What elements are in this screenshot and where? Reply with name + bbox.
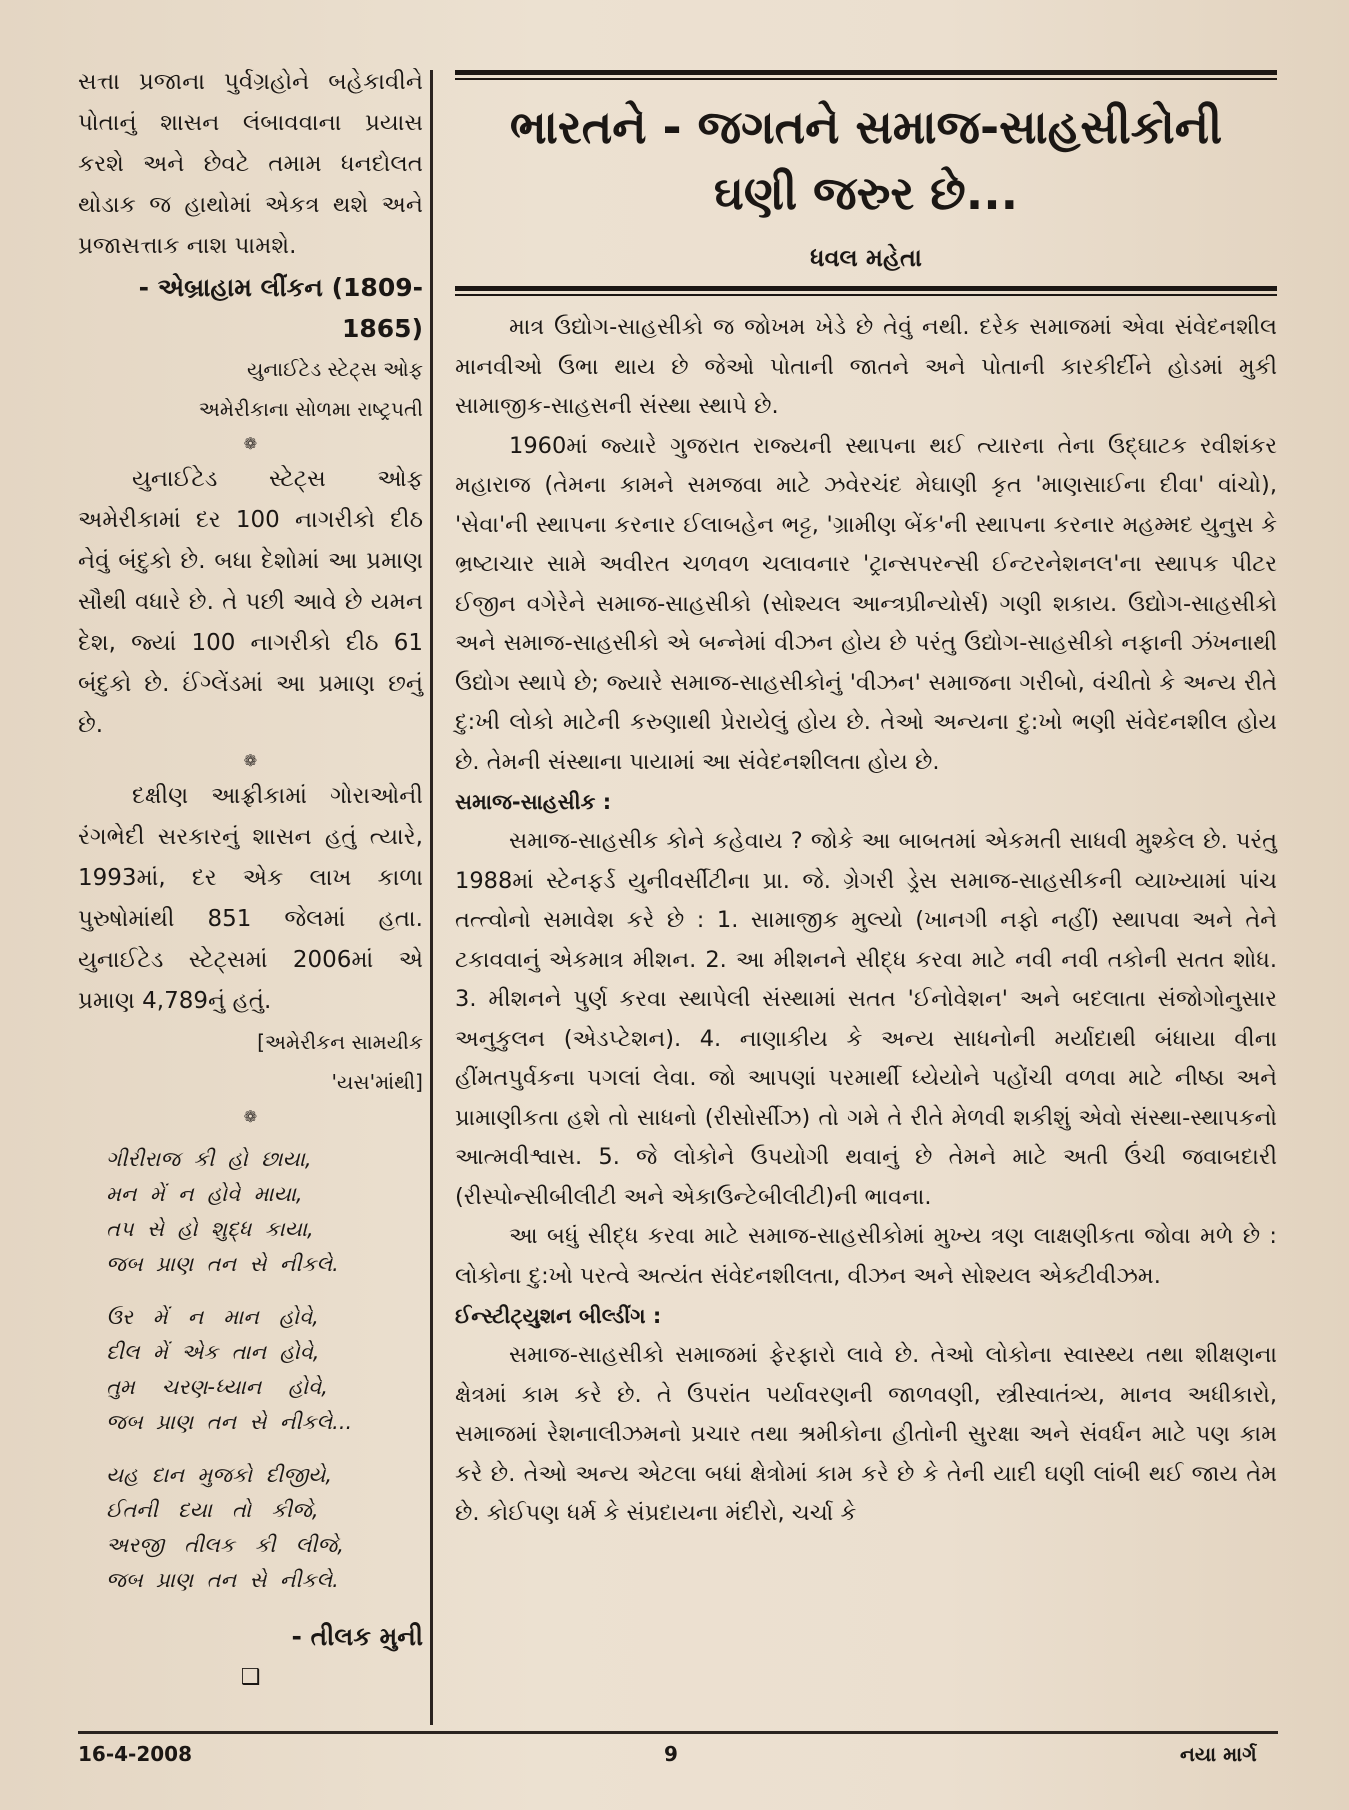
lincoln-quote: સત્તા પ્રજાના પુર્વગ્રહોને બહેકાવીને પોતાનું શાસન લંબાવવાના પ્રયાસ કરશે અને છેવટે તમામ ધનદોલત થોડાક જ હાથોમાં એકત્ર થશે અને પ્રજાસત્તાક નાશ પામશે. [78,69,423,259]
poem-line: ઈતની દયા તો કીજે, [106,1498,319,1522]
separator-icon: ❁ [243,434,258,453]
poem-stanza-2 [78,1300,423,1440]
separator-icon: ❁ [243,751,258,770]
end-mark-icon: ❑ [240,1665,261,1690]
article-title [455,94,1277,226]
south-africa-fact: દક્ષીણ આફ્રીકામાં ગોરાઓની રંગભેદી સરકારનું શાસન હતું ત્યારે, 1993માં, દર એક લાખ કાળા પુરુષોમાંથી 851 જેલમાં હતા. યુનાઈટેડ સ્ટેટ્સમાં 2006માં એ પ્રમાણ 4,789નું હતું. [78,783,423,1014]
source-line-2: 'યસ'માંથી] [331,1070,423,1094]
footer-rule [78,1731,1278,1734]
article-paragraph: સમાજ-સાહસીક કોને કહેવાય ? જોકે આ બાબતમાં એકમતી સાધવી મુશ્કેલ છે. પરંતુ 1988માં સ્ટેનફર્ડ યુનીવર્સીટીના પ્રા. જે. ગ્રેગરી ડ્રેસ સમાજ-સાહસીકની વ્યાખ્યામાં પાંચ તત્ત્વોનો સમાવેશ કરે છે : 1. સામાજીક મુલ્યો (ખાનગી નફો નહીં) સ્થાપવા અને તેને ટકાવવાનું એકમાત્ર મીશન. 2. આ મીશનને સીદ્ધ કરવા માટે નવી નવી તકોની સતત શોધ. 3. મીશનને પુર્ણ કરવા સ્થાપેલી સંસ્થામાં સતત 'ઈનોવેશન' અને બદલાતા સંજોગોનુસાર અનુકુલન (એડપ્ટેશન). 4. નાણાકીય કે અન્ય સાધનોની મર્યાદાથી બંધાયા વીના હીંમતપુર્વકના પગલાં લેવા. જો આપણાં પરમાર્થી ધ્યેયોને પહોંચી વળવા માટે નીષ્ઠા અને પ્રામાણીકતા હશે તો સાધનો (રીસોર્સીઝ) તો ગમે તે રીતે મેળવી શકીશું એવો સંસ્થા-સ્થાપકનો આત્મવીશ્વાસ. 5. જે લોકોને ઉપયોગી થવાનું છે તેમને માટે અતી ઉંચી જવાબદારી (રીસ્પોન્સીબીલીટી અને એકાઉન્ટેબીલીટી)ની ભાવના. [455,828,1277,1210]
poem-line: મન મેં ન હોવે માયા, [106,1182,303,1206]
poem-line: અરજી તીલક કી લીજે, [106,1533,344,1557]
page-number: 9 [664,1742,678,1766]
poem-stanza-1 [78,1142,423,1282]
quote-author: - એબ્રાહામ લીંકન (1809-1865) [138,273,423,343]
source-line-1: [અમેરીકન સામયીક [257,1030,423,1054]
poem-line: ગીરીરાજ કી હો છાયા, [106,1147,312,1171]
poem-line: દીલ મેં એક તાન હોવે, [106,1340,320,1364]
title-rule-bottom-thin [455,294,1277,296]
article-paragraph: માત્ર ઉદ્યોગ-સાહસીકો જ જોખમ ખેડે છે તેવું નથી. દરેક સમાજમાં એવા સંવેદનશીલ માનવીઓ ઉભા થાય છે જેઓ પોતાની જાતને અને પોતાની કારકીર્દીને હોડમાં મુકી સામાજીક-સાહસની સંસ્થા સ્થાપે છે. [455,314,1277,419]
poem-line: તુમ ચરણ-ધ્યાન હોવે, [106,1375,328,1399]
article-paragraph: 1960માં જ્યારે ગુજરાત રાજ્યની સ્થાપના થઈ ત્યારના તેના ઉદ્ઘાટક રવીશંકર મહારાજ (તેમના કામને સમજવા માટે ઝવેરચંદ મેઘાણી કૃત 'માણસાઈના દીવા' વાંચો), 'સેવા'ની સ્થાપના કરનાર ઈલાબહેન ભટ્ટ, 'ગ્રામીણ બેંક'ની સ્થાપના કરનાર મહમ્મદ યુનુસ કે ભ્રષ્ટાચાર સામે અવીરત ચળવળ ચલાવનાર 'ટ્રાન્સપરન્સી ઈન્ટરનેશનલ'ના સ્થાપક પીટર ઈજીન વગેરેને સમાજ-સાહસીકો (સોશ્યલ આન્ત્રપ્રીન્યોર્સ) ગણી શકાય. ઉદ્યોગ-સાહસીકો અને સમાજ-સાહસીકો એ બન્નેમાં વીઝન હોય છે પરંતુ ઉદ્યોગ-સાહસીકો નફાની ઝંખનાથી ઉદ્યોગ સ્થાપે છે; જ્યારે સમાજ-સાહસીકોનું 'વીઝન' સમાજના ગરીબો, વંચીતો કે અન્ય રીતે દુ:ખી લોકો માટેની કરુણાથી પ્રેરાયેલું હોય છે. તેઓ અન્યના દુ:ખો ભણી સંવેદનશીલ હોય છે. તેમની સંસ્થાના પાયામાં આ સંવેદનશીલતા હોય છે. [455,432,1277,775]
title-line-1: ભારતને - જગતને સમાજ-સાહસીકોની [509,100,1223,154]
article-column [455,70,1277,1534]
section-heading: ઈન્સ્ટીટ્યુશન બીલ્ડીંગ : [455,1304,662,1328]
separator-icon: ❁ [243,1107,258,1126]
poem-line: યહ દાન મુજકો દીજીયે, [106,1463,333,1487]
guns-fact: યુનાઈટેડ સ્ટેટ્સ ઓફ અમેરીકામાં દર 100 નાગરીકો દીઠ નેવું બંદુકો છે. બધા દેશોમાં આ પ્રમાણ સૌથી વધારે છે. તે પછી આવે છે યમન દેશ, જ્યાં 100 નાગરીકો દીઠ 61 બંદુકો છે. ઈંગ્લેંડમાં આ પ્રમાણ છનું છે. [78,466,423,738]
article-paragraph: આ બધું સીદ્ધ કરવા માટે સમાજ-સાહસીકોમાં મુખ્ય ત્રણ લાક્ષણીકતા જોવા મળે છે : લોકોના દુ:ખો પરત્વે અત્યંત સંવેદનશીલતા, વીઝન અને સોશ્યલ એક્ટીવીઝમ. [455,1223,1277,1289]
title-line-2: ઘણી જરુર છે... [713,166,1019,220]
title-rule-top-thin [455,78,1277,80]
footer-date: 16-4-2008 [78,1742,193,1766]
author-role-line-2: અમેરીકાના સોળમા રાષ્ટ્રપતી [198,397,423,421]
poem-line: જબ પ્રાણ તન સે નીકલે. [106,1568,339,1592]
title-rule-top [455,70,1277,75]
column-divider [430,70,433,1725]
poem-line: તપ સે હો શુદ્ધ કાયા, [106,1217,314,1241]
article-paragraph: સમાજ-સાહસીકો સમાજમાં ફેરફારો લાવે છે. તેઓ લોકોના સ્વાસ્થ્ય તથા શીક્ષણના ક્ષેત્રમાં કામ કરે છે. તે ઉપરાંત પર્યાવરણની જાળવણી, સ્ત્રીસ્વાતંત્ર્ય, માનવ અધીકારો, સમાજમાં રેશનાલીઝમનો પ્રચાર તથા શ્રમીકોના હીતોની સુરક્ષા અને સંવર્ધન માટે પણ કામ કરે છે. તેઓ અન્ય એટલા બધાં ક્ષેત્રોમાં કામ કરે છે કે તેની યાદી ઘણી લાંબી થઈ જાય તેમ છે. કોઈપણ ધર્મ કે સંપ્રદાયના મંદીરો, ચર્ચા કે [455,1342,1277,1526]
left-column [78,62,423,1698]
poem-stanza-3 [78,1458,423,1598]
title-rule-bottom [455,286,1277,291]
article-author: ધવલ મહેતા [810,244,922,272]
author-role-line-1: યુનાઈટેડ સ્ટેટ્સ ઓફ [246,357,423,381]
poem-line: જબ પ્રાણ તન સે નીકલે... [106,1410,353,1434]
poem-signature: - તીલક મુની [291,1622,423,1651]
magazine-name: નયા માર્ગ [1180,1742,1257,1766]
poem-line: ઉર મેં ન માન હોવે, [106,1305,319,1329]
section-heading: સમાજ-સાહસીક : [455,790,612,814]
poem-line: જબ પ્રાણ તન સે નીકલે. [106,1252,339,1276]
